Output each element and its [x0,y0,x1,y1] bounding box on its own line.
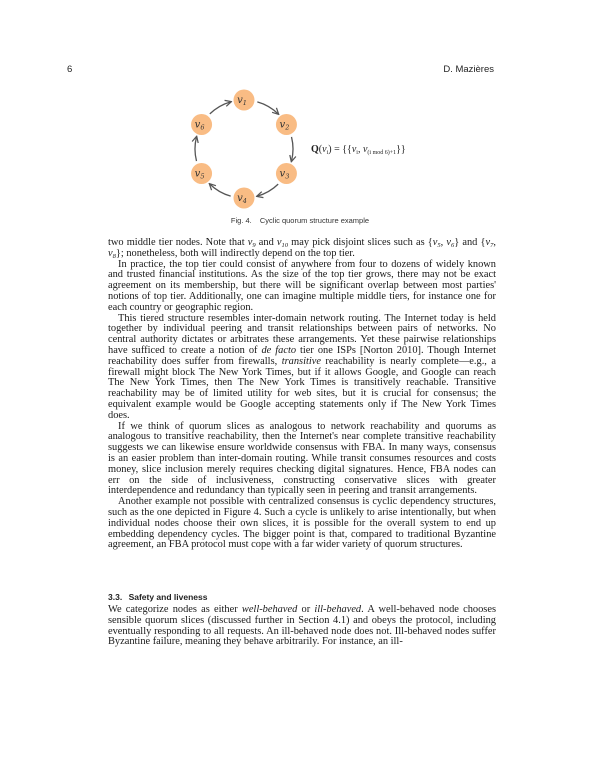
edge-v2-v3 [291,137,293,161]
node-v3 [276,163,297,184]
node-v1 [234,90,255,111]
figure-caption-text: Cyclic quorum structure example [259,216,370,225]
running-author: D. Mazières [443,64,494,75]
emphasis: ill-behaved [314,604,362,615]
node-v5 [191,163,212,184]
quorum-formula [311,144,406,156]
node-label: $v_4$ [237,193,247,205]
edge-v6-v1 [210,102,231,114]
math-var: $v_7$ [485,237,494,249]
figure-caption [0,216,600,225]
edge-v5-v6 [195,137,197,161]
cycle-diagram [0,84,600,214]
section-title: Safety and liveness [128,592,208,602]
paragraph: This tiered structure resembles inter-domain network routing. The Internet today is held together by individual peering and transit relationships between pairs of networks. No central authority dictates or arbitrates these arrangements. Yet these pairwise relationships have sufficed to create a notion of de facto tier one ISPs [Norton 2010]. Though Internet reachability does suffer from firewalls, transitive reachability is nearly complete—e.g., a firewall might block The New York Times, but if it allows Google, and Google can reach The New York Times, then The New York Times is transitively reachable. Transitive reachability may be of limited utility for web sites, but it is crucial for consensus; the equivalent example would be Google accepting statements only if The New York Times does. [108,312,497,421]
section-heading [108,592,207,602]
node-label: $v_2$ [279,119,290,132]
math-var: $v_9$ [247,237,256,249]
section-body-text [108,605,496,648]
paragraph: We categorize nodes as either well-behaved or ill-behaved. A well-behaved node chooses sensible quorum slices (discussed further in Section 4.1) and obeys the protocol, including eventually responding to all requests. An ill-behaved node does not. Ill-behaved nodes suffer Byzantine failure, meaning they behave arbitrarily. For instance, an ill- [108,604,497,648]
emphasis: de facto [261,344,297,356]
node-label: $v_5$ [194,168,205,181]
paragraph: If we think of quorum slices as analogous to network reachability and quorums as analogous to transitive reachability, then the Internet's near complete transitive reachability suggests we can likewise ensure worldwide consensus with FBA. In many ways, consensus is an easier problem than inter-domain routing. While transit consumes resources and costs money, slice inclusion merely requires checking digital signatures. Hence, FBA nodes can err on the side of inclusiveness, constructing conservative slices with greater interdependence and redundancy than typically seen in peering and transit arrangements. [108,420,496,497]
math-var: $v_6$ [446,237,455,249]
node-v4 [234,188,255,209]
node-label: $v_1$ [237,95,247,107]
body-text [108,238,496,551]
emphasis: well-behaved [241,604,298,615]
figure-4 [0,84,600,214]
section-number: 3.3. [108,592,123,602]
math-var: $v_{10}$ [276,237,289,249]
math-var: $v_5$ [432,237,441,249]
paragraph: In practice, the top tier could consist of anywhere from four to dozens of widely known and trusted financial institutions. As the size of the top tier grows, there may not be exact agreement on its membership, but there will be significant overlap between most parties' notions of top tier. Additionally, one can imagine multiple middle tiers, for instance one for each country or geographic region. [108,258,496,313]
node-v2 [276,114,297,135]
emphasis: transitive [281,355,321,367]
figure-number: Fig. 4. [230,216,252,225]
paragraph: two middle tier nodes. Note that $v_9$ and $v_{10}$ may pick disjoint slices such as {$v_5$, $v_6$} and {$v_7$, $v_8$}; nonetheless, both will indirectly depend on the top tier. [108,237,496,260]
running-header [67,64,494,75]
paragraph: Another example not possible with centralized consensus is cyclic dependency structures, such as the one depicted in Figure 4. Such a cycle is unlikely to arise intentionally, but when individual nodes choose their own slices, it is possible for the overall system to end up embedding dependency cycles. The bigger point is that, compared to traditional Byzantine agreement, an FBA protocol must cope with a far wider variety of quorum structures. [108,496,496,551]
edge-v4-v5 [210,184,231,196]
node-v6 [191,114,212,135]
formula-q: Q [311,144,319,155]
node-label: $v_6$ [194,119,205,132]
page-number: 6 [67,64,73,75]
formula-arg: $(v_i) = \{\{v_i$, $v_{(i mod 6)+1}$}} [318,144,406,156]
math-var: $v_8$ [108,247,116,260]
node-label: $v_3$ [279,168,290,181]
edge-v3-v4 [257,184,278,196]
edge-v1-v2 [257,102,278,114]
